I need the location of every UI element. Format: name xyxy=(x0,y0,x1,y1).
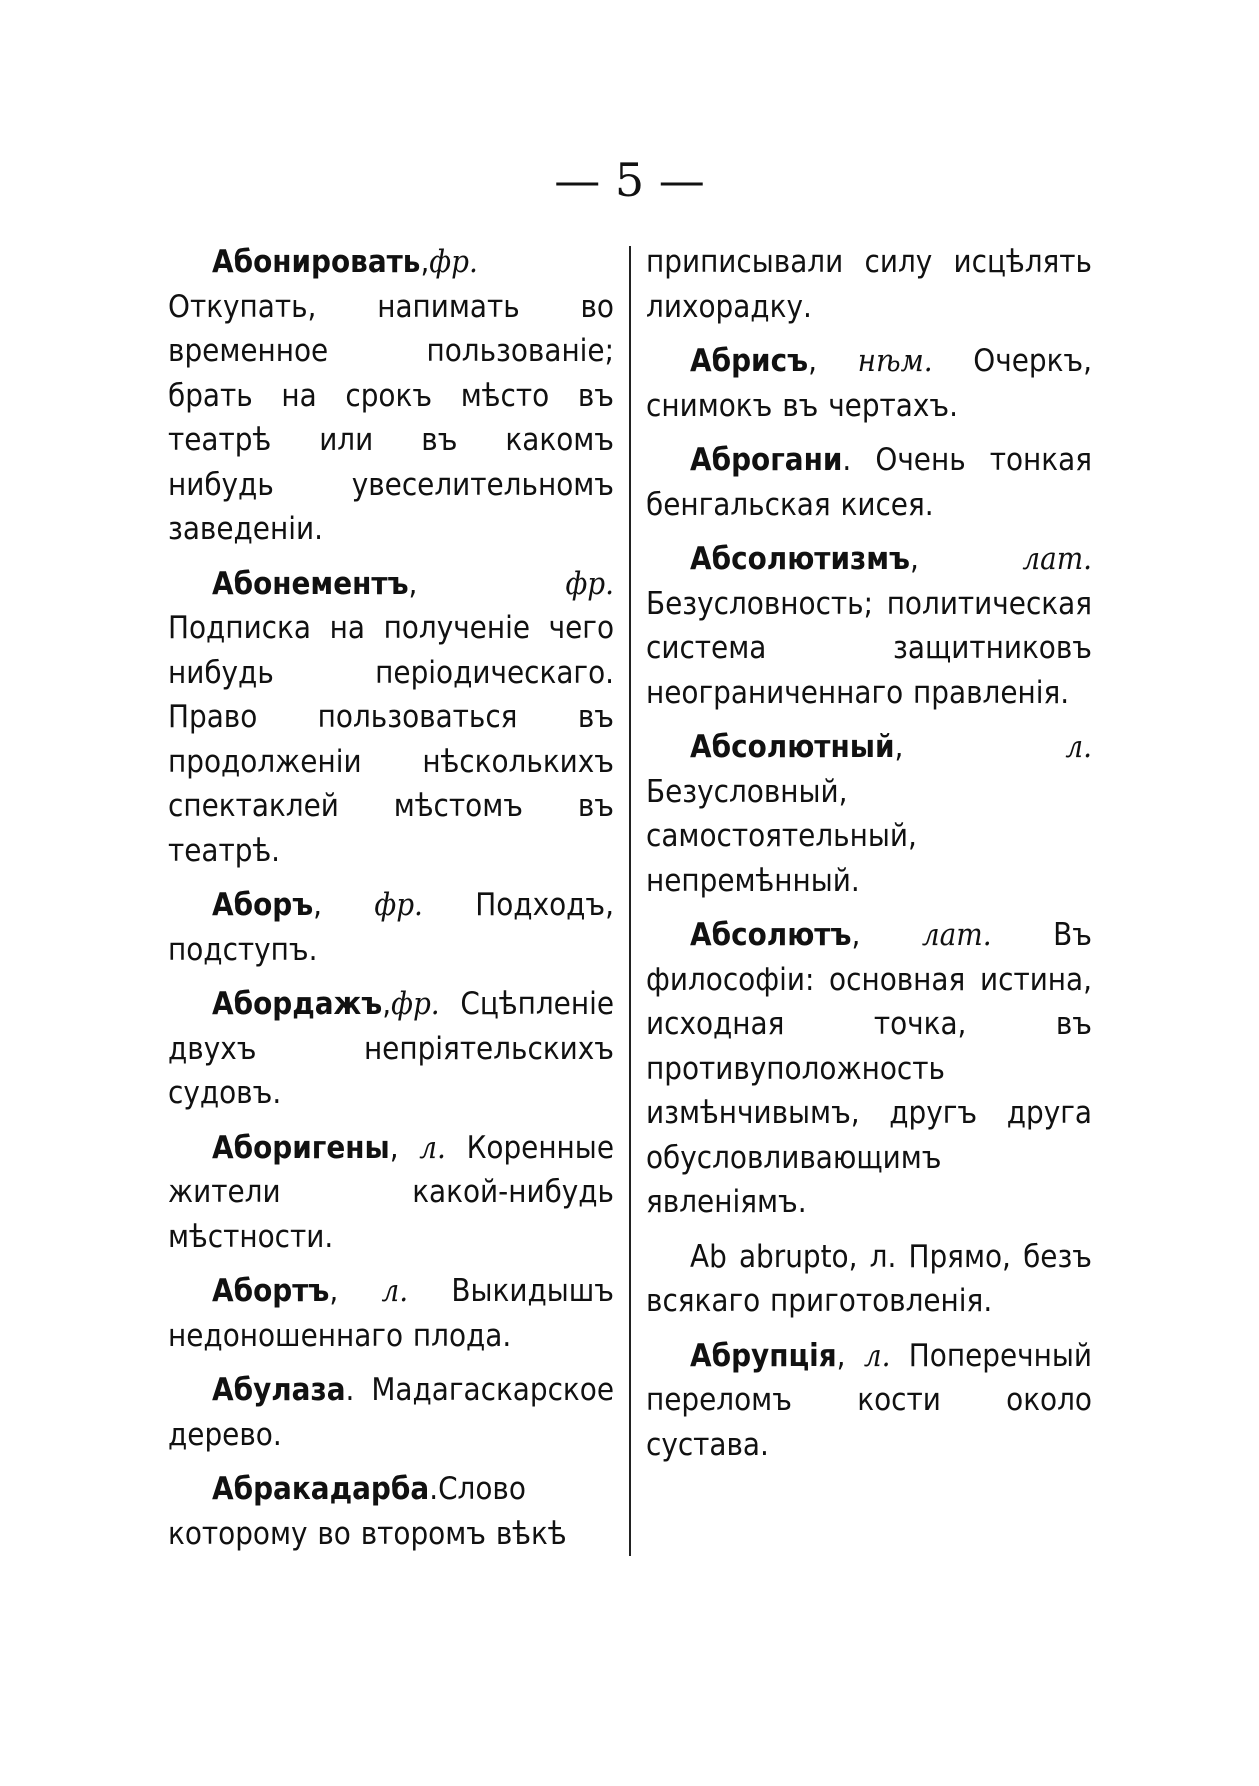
headword: Аброгани xyxy=(690,442,843,478)
definition: Очень тонкая бенгальская кисея. xyxy=(646,442,1092,523)
language-label: фр. xyxy=(374,887,423,923)
definition: Подходъ, подступъ. xyxy=(168,887,614,968)
page-number: — 5 — xyxy=(554,153,705,207)
headword: Абсолютизмъ xyxy=(690,541,910,577)
language-label: л. xyxy=(1065,729,1092,765)
headword: Аборъ xyxy=(212,887,314,923)
dictionary-entry xyxy=(646,1235,1092,1324)
headword: Абсолютный xyxy=(690,729,895,765)
separator: , xyxy=(836,1337,864,1374)
left-column xyxy=(168,240,614,1566)
right-column xyxy=(646,240,1092,1477)
language-label: лат. xyxy=(921,917,992,953)
dictionary-entry xyxy=(168,982,614,1116)
definition: Безусловный, самостоятельный, непремѣнный. xyxy=(646,773,917,899)
column-divider xyxy=(629,246,631,1556)
separator: . xyxy=(842,442,852,478)
language-label: лат. xyxy=(1022,541,1092,577)
headword: Абрупція xyxy=(690,1337,837,1374)
language-label: нѣм. xyxy=(857,343,933,379)
separator: . xyxy=(345,1372,355,1408)
language-label: л. xyxy=(863,1337,891,1374)
definition: Мадагаскарское дерево. xyxy=(168,1372,614,1453)
headword: Абонементъ xyxy=(212,565,409,602)
definition: Коренные жители какой-нибудь мѣстности. xyxy=(168,1129,614,1255)
separator: , xyxy=(808,343,858,379)
definition: Сцѣпленіе двухъ непріятельскихъ судовъ. xyxy=(168,986,614,1111)
dictionary-entry xyxy=(646,913,1092,1225)
language-label: л. xyxy=(419,1129,446,1166)
entry-continuation: приписывали силу исцѣлять лихорадку. xyxy=(646,244,1092,325)
dictionary-entry xyxy=(168,562,614,874)
dictionary-entry xyxy=(646,438,1092,527)
definition: Откупать, напимать во временное пользованіе; брать на срокъ мѣсто въ театрѣ или въ какомъ нибудь увеселительномъ заведеніи. xyxy=(168,288,614,547)
headword: Абрисъ xyxy=(690,343,809,379)
dictionary-entry xyxy=(168,1368,614,1457)
dictionary-entry xyxy=(168,1269,614,1358)
definition: Очеркъ, снимокъ въ чертахъ. xyxy=(646,343,1092,424)
separator: . xyxy=(429,1471,439,1507)
definition: Слово которому во второмъ вѣкѣ xyxy=(168,1471,567,1552)
language-label: фр. xyxy=(391,986,440,1022)
dictionary-entry xyxy=(646,537,1092,715)
definition: Въ философіи: основная истина, исходная точка, въ противуположность измѣнчивымъ, другъ друга обусловливающимъ явленіямъ. xyxy=(646,917,1092,1220)
headword: Абракадарба xyxy=(212,1471,430,1507)
language-label: л. xyxy=(381,1273,409,1309)
dictionary-entry xyxy=(646,725,1092,903)
dictionary-entry xyxy=(168,1126,614,1260)
definition: Выкидышъ недоношеннаго плода. xyxy=(168,1273,614,1354)
separator: , xyxy=(329,1273,382,1309)
language-label: фр. xyxy=(429,244,478,280)
dictionary-entry xyxy=(168,240,614,552)
headword: Абулаза xyxy=(212,1372,346,1408)
separator: , xyxy=(389,1129,420,1166)
dictionary-entry xyxy=(168,1467,614,1556)
headword: Аборигены xyxy=(212,1129,390,1166)
separator: , xyxy=(420,244,430,280)
separator: , xyxy=(382,986,392,1022)
definition: Поперечный переломъ кости около сустава. xyxy=(646,1337,1092,1463)
headword: Абортъ xyxy=(212,1273,330,1309)
dictionary-entry xyxy=(646,339,1092,428)
headword: Абонировать xyxy=(212,244,421,280)
separator: , xyxy=(408,565,566,602)
dictionary-entry xyxy=(168,883,614,972)
separator: , xyxy=(313,887,375,923)
separator: , xyxy=(894,729,1066,765)
separator: , xyxy=(851,917,922,953)
headword: Абсолютъ xyxy=(690,917,852,953)
definition: Подписка на полученіе чего нибудь періодическаго. Право пользоваться въ продолженіи нѣсколькихъ спектаклей мѣстомъ въ театрѣ. xyxy=(168,610,614,869)
definition: Ab abrupto, л. Прямо, безъ всякаго приготовленія. xyxy=(646,1238,1092,1319)
definition: Безусловность; политическая система защитниковъ неограниченнаго правленія. xyxy=(646,585,1092,711)
language-label: фр. xyxy=(565,565,614,602)
separator: , xyxy=(909,541,1023,577)
dictionary-entry xyxy=(646,1334,1092,1468)
headword: Абордажъ xyxy=(212,986,383,1022)
